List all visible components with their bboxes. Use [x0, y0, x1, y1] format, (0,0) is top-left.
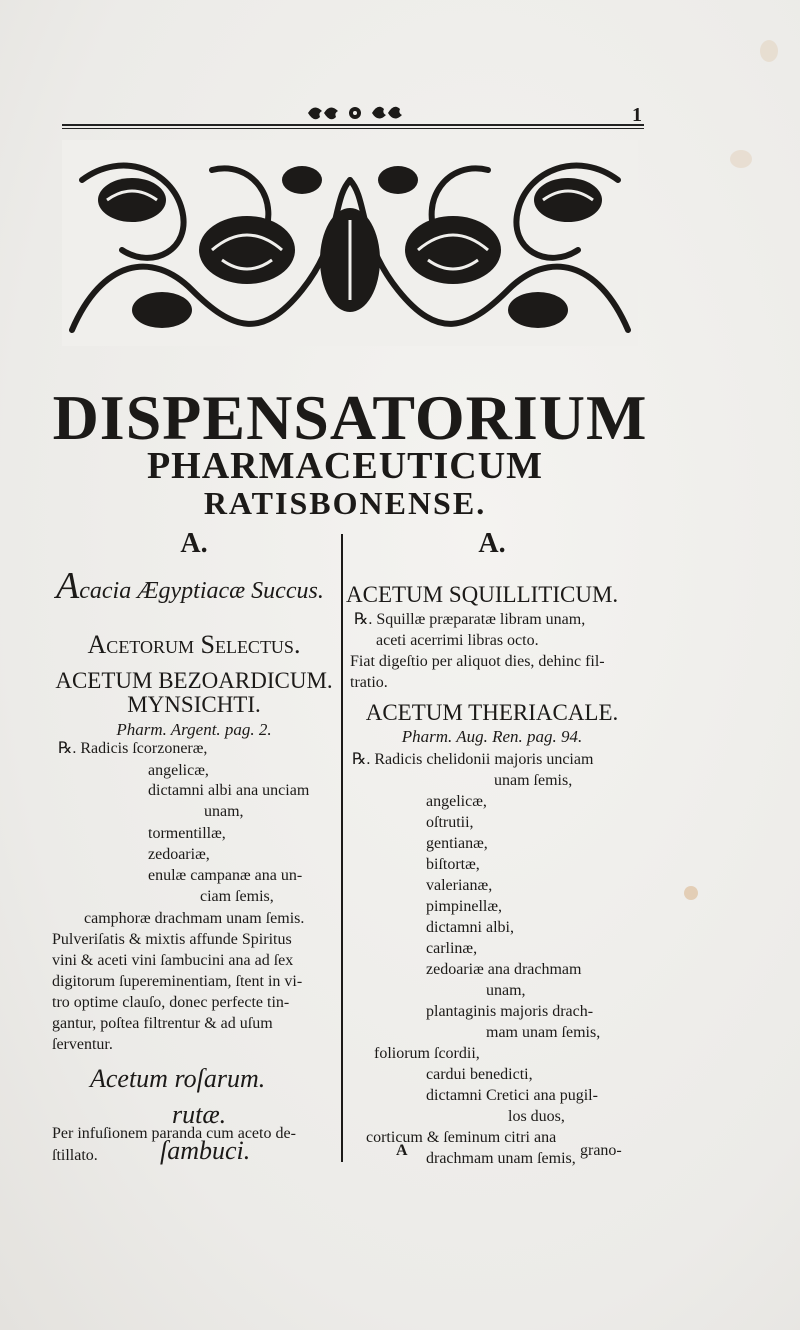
recipe-line: drachmam unam ſemis, — [426, 1150, 576, 1167]
recipe-line: tratio. — [350, 674, 388, 691]
foxing-spot — [684, 886, 698, 900]
recipe-line: los duos, — [508, 1108, 565, 1125]
recipe-line: unam ſemis, — [494, 772, 573, 789]
section-letter: A. — [180, 528, 208, 559]
italic-heading: ſambuci. — [160, 1136, 251, 1165]
recipe-line: pimpinellæ, — [426, 898, 502, 915]
heading-rest: cacia Ægyptiacæ Succus. — [79, 578, 324, 604]
italic-heading: rutæ. — [172, 1100, 227, 1129]
column-divider — [341, 534, 343, 1162]
recipe-line: digitorum ſupereminentiam, ſtent in vi- — [52, 973, 303, 990]
recipe-line: enulæ campanæ ana un- — [148, 867, 303, 884]
recipe-line: dictamni albi, — [426, 919, 514, 936]
foxing-spot — [760, 40, 778, 62]
recipe-line: ciam ſemis, — [200, 888, 274, 905]
recipe-line: Pulveriſatis & mixtis affunde Spiritus — [52, 931, 292, 948]
title-line-3: RATISBONENSE. — [203, 485, 487, 521]
recipe-source: Pharm. Aug. Ren. pag. 94. — [401, 727, 583, 746]
recipe-title: ACETUM THERIACALE. — [365, 700, 619, 725]
recipe-line: carlinæ, — [426, 940, 478, 957]
title-line-2: PHARMACEUTICUM — [146, 445, 544, 487]
recipe-line: camphoræ drachmam unam ſemis. — [84, 910, 305, 927]
header-rule-thin — [62, 128, 644, 129]
closing-line: ſtillato. — [52, 1147, 98, 1164]
recipe-line: Fiat digeſtio per aliquot dies, dehinc fil- — [350, 653, 605, 670]
recipe-line: plantaginis majoris drach- — [426, 1003, 594, 1020]
section-letter: A. — [478, 528, 506, 559]
recipe-line: vini & aceti vini ſambucini ana ad ſex — [52, 952, 294, 969]
recipe-line: gentianæ, — [426, 835, 488, 852]
signature-mark: A — [396, 1142, 408, 1159]
recipe-line: ℞. Radicis ſcorzoneræ, — [58, 740, 208, 757]
recipe-line: dictamni Cretici ana pugil- — [426, 1087, 598, 1104]
recipe-line: angelicæ, — [148, 762, 209, 779]
recipe-line: angelicæ, — [426, 793, 487, 810]
recipe-line: zedoariæ, — [148, 846, 210, 863]
recipe-line: tro optime clauſo, donec perfecte tin- — [52, 994, 290, 1011]
heading-initial: A — [56, 565, 80, 607]
recipe-line: unam, — [486, 982, 526, 999]
section-heading — [56, 565, 324, 607]
title-line-1: DISPENSATORIUM — [52, 382, 648, 453]
recipe-line: corticum & ſeminum citri ana — [366, 1129, 557, 1146]
recipe-line: zedoariæ ana drachmam — [426, 961, 582, 978]
recipe-line: biſtortæ, — [426, 856, 480, 873]
recipe-line: unam, — [204, 803, 244, 820]
recipe-line: cardui benedicti, — [426, 1066, 533, 1083]
ornament-fleurons-icon — [300, 100, 410, 126]
recipe-title: ACETUM BEZOARDICUM. — [55, 668, 333, 693]
recipe-line: ℞. Radicis chelidonii majoris unciam — [352, 751, 594, 768]
recipe-line: tormentillæ, — [148, 825, 226, 842]
recipe-source: Pharm. Argent. pag. 2. — [116, 720, 272, 739]
recipe-title: MYNSICHTI. — [127, 692, 261, 717]
recipe-line: ℞. Squillæ præparatæ libram unam, — [354, 611, 586, 628]
recipe-line: mam unam ſemis, — [486, 1024, 601, 1041]
catchword: grano- — [580, 1142, 622, 1159]
recipe-line: valerianæ, — [426, 877, 493, 894]
subheading: Acetorum Selectus. — [87, 630, 301, 659]
recipe-line: aceti acerrimi libras octo. — [376, 632, 539, 649]
recipe-line: oſtrutii, — [426, 814, 474, 831]
recipe-line: dictamni albi ana unciam — [148, 782, 310, 799]
closing-line: Per infuſionem paranda cum aceto de- — [52, 1125, 296, 1142]
recipe-line: ſerventur. — [52, 1036, 113, 1053]
recipe-line: foliorum ſcordii, — [374, 1045, 480, 1062]
recipe-title: ACETUM SQUILLITICUM. — [346, 582, 619, 607]
recipe-line: gantur, poſtea filtrentur & ad uſum — [52, 1015, 273, 1032]
foxing-spot — [730, 150, 752, 168]
italic-heading: Acetum roſarum. — [90, 1064, 266, 1093]
foliage-scroll-ornament-icon — [62, 140, 638, 346]
page-number: 1 — [632, 104, 642, 126]
